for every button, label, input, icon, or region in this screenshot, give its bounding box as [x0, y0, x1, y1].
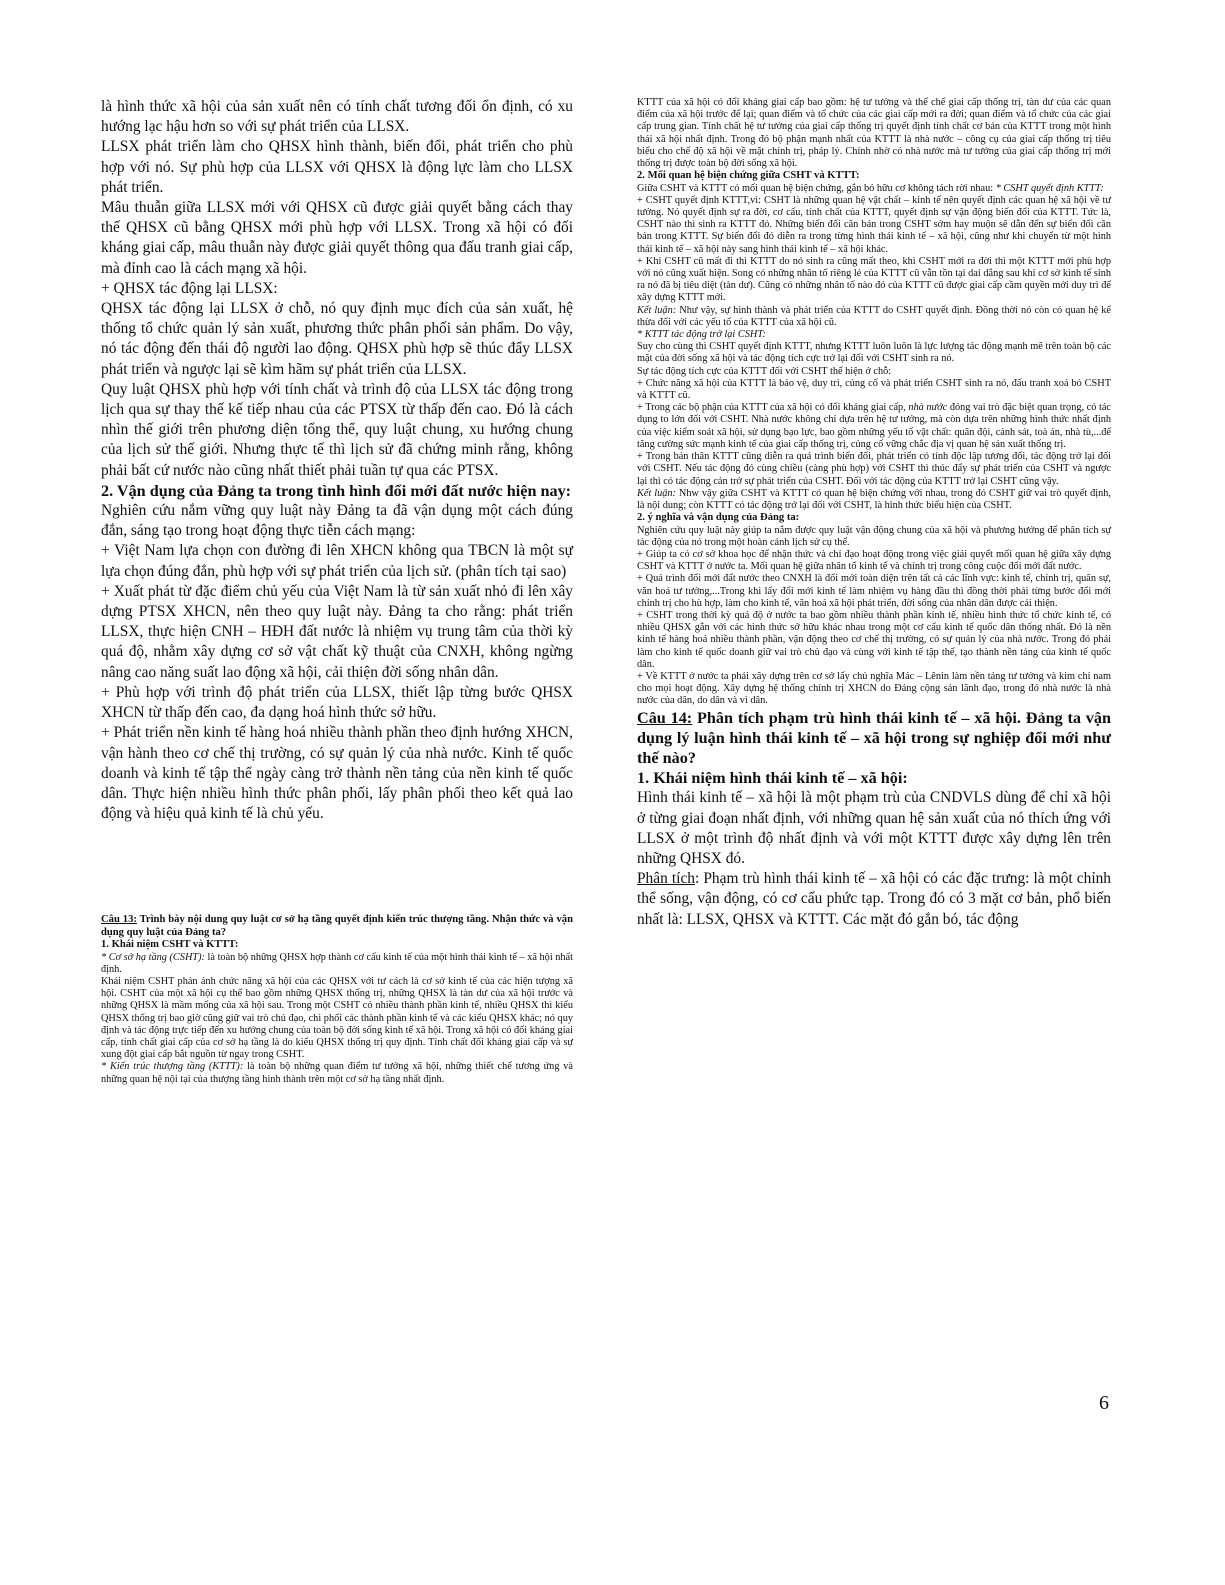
subheading: * CSHT quyết định KTTT: [995, 182, 1104, 194]
paragraph: KTTT của xã hội có đối kháng giai cấp bao gồm: hệ tư tưởng và thể chế giai cấp thống trị, tàn dư của các quan điểm của xã hội trước để lại; quan điểm và tổ chức của các giai cấp mới ra đời; quan điểm và tổ chức của các giai cấp trung gian. Tính chất hệ tư tưởng của giai cấp thống trị quyết định tính chất cơ bản của KTTT trong một hình thái xã hội nhất định. Trong đó bộ phận mạnh nhất của KTTT là nhà nước – công cụ của giai cấp thống trị tiêu biểu cho chế độ xã hội về mặt chính trị, pháp lý. Chính nhờ có nhà nước mà tư tưởng của giai cấp thống trị mới thống trị được toàn bộ đời sống xã hội. [637, 97, 1111, 170]
term: * Cơ sở hạ tầng (CSHT): [101, 951, 205, 963]
paragraph: Giữa CSHT và KTTT có mối quan hệ biện chứng, gắn bó hữu cơ không tách rời nhau: * CSHT quyết định KTTT: [637, 182, 1104, 194]
paragraph: Suy cho cùng thì CSHT quyết định KTTT, nhưng KTTT luôn luôn là lực lượng tác động mạnh mẽ trên toàn bộ các mặt của đời sống xã hội và tác động tích cực trở lại đối với CSHT sinh ra nó. [637, 341, 1111, 365]
paragraph: Quy luật QHSX phù hợp với tính chất và trình độ của LLSX tác động trong lịch qua sự thay thế kế tiếp nhau của các PTSX từ thấp đến cao. Đó là cách nhìn thế giới trên phương diện tổng thể, quy luật chung, xu hướng chung của lịch sử thế giới. Nhưng thực tế thì lịch sử đã chứng minh rằng, không phải bất cứ nước nào cũng nhất thiết phải tuần tự qua các PTSX. [101, 380, 573, 479]
subsection-heading: 1. Khái niệm hình thái kinh tế – xã hội: [637, 769, 908, 788]
paragraph: + QHSX tác động lại LLSX: [101, 279, 278, 297]
paragraph: Kết luận: Như vậy, sự hình thành và phát triển của KTTT do CSHT quyết định. Đồng thời nó còn có quan hệ kế thừa đối với các yếu tố của KTTT của xã hội cũ. [637, 304, 1111, 328]
conclusion-label: Kết luận: [637, 304, 677, 316]
spacer [101, 824, 573, 914]
page-number: 6 [1099, 1392, 1109, 1414]
question-label: Câu 14: [637, 708, 693, 727]
definition-csht: * Cơ sở hạ tầng (CSHT): là toàn bộ những QHSX hợp thành cơ cấu kinh tế của một hình thái kinh tế – xã hội nhất định. [101, 951, 573, 975]
paragraph: Sự tác động tích cực của KTTT đối với CSHT thể hiện ở chỗ: [637, 365, 892, 377]
section-heading: 2. Mối quan hệ biện chứng giữa CSHT và KTTT: [637, 170, 860, 182]
paragraph: + Khi CSHT cũ mất đi thì KTTT do nó sinh ra cũng mất theo, khi CSHT mới ra đời thì một KTTT mới phù hợp với nó cũng xuất hiện. Song có những nhân tố riêng lẻ của KTTT cũ vẫn tồn tại dai dẳng sau khi cơ sở kinh tế sinh ra nó đã bị tiêu diệt (tàn dư). Cũng có những nhân tố nào đó của KTTT cũ được giai cấp cầm quyền mới duy trì để xây dựng KTTT mới. [637, 255, 1111, 304]
paragraph: LLSX phát triển làm cho QHSX hình thành, biến đổi, phát triển cho phù hợp với nó. Sự phù hợp của LLSX với QHSX là động lực làm cho LLSX phát triển. [101, 138, 573, 196]
paragraph: + Trong các bộ phận của KTTT của xã hội có đối kháng giai cấp, nhà nước đóng vai trò đặc biệt quan trọng, có tác dụng to lớn đối với CSHT. Nhà nước không chỉ dựa trên hệ tư tưởng, mà còn dựa trên những hình thức nhất định của việc kiểm soát xã hội, sử dụng bạo lực, bao gồm những yếu tố vật chất: quân đội, cảnh sát, toà án, nhà tù,...để tăng cường sức mạnh kinh tế của giai cấp thống trị, củng cố vững chắc địa vị quan hệ sản xuất thống trị. [637, 402, 1111, 450]
paragraph: Mâu thuẫn giữa LLSX mới với QHSX cũ được giải quyết bằng cách thay thế QHSX cũ bằng QHSX mới phù hợp với LLSX. Trong xã hội có đối kháng giai cấp, mâu thuẫn này được giải quyết thông qua đấu tranh giai cấp, mà đỉnh cao là cách mạng xã hội. [101, 199, 573, 277]
paragraph: Hình thái kinh tế – xã hội là một phạm trù của CNDVLS dùng để chỉ xã hội ở từng giai đoạn nhất định, với những quan hệ sản xuất của nó thích ứng với LLSX ở một trình độ nhất định và với một KTTT được xây dựng lên trên những QHSX đó. [637, 789, 1111, 867]
paragraph: + Quá trình đổi mới đất nước theo CNXH là đổi mới toàn diện trên tất cả các lĩnh vực: kinh tế, chính trị, quân sự, văn hoá tư tưởng,...Trong khi lấy đổi mới kinh tế làm nhiệm vụ hàng đầu thì đồng thời phải từng bước đổi mới chính trị cho hù hợp, làm cho kinh tế, văn hoá xã hội phát triển, đời sống của nhân dân được cải thiện. [637, 573, 1111, 609]
paragraph: + CSHT trong thời kỳ quá độ ở nước ta bao gồm nhiều thành phần kinh tế, nhiều hình thức tổ chức kinh tế, có nhiều QHSX gắn với các hình thức sở hữu khác nhau trong một cơ cấu kinh tế quốc dân thống nhất. Đó là nền kinh tế hàng hoá nhiều thành phần, vận động theo cơ chế thị trường, có sự quản lý của nhà nước. Trong đó phải làm cho kinh tế quốc doanh giữ vai trò chủ đạo và cùng với kinh tế tập thể, tạo thành nền tảng của kinh tế quốc dân. [637, 609, 1111, 670]
paragraph: + CSHT quyết định KTTT,vì: CSHT là những quan hệ vật chất – kinh tế nên quyết định các quan hệ xã hội về tư tưởng. Nó quyết định sự ra đời, cơ cấu, tính chất của KTTT, quyết định sự vận động biến đổi của KTTT. Tức là, CSHT nào thì sinh ra KTTT đó. Những biến đổi căn bản trong CSHT sớm hay muộn sẽ dẫn đến sự biến đổi căn bản trong KTTT. Sự biến đổi đó diễn ra trong từng hình thái kinh tế – xã hội, cũng như khi chuyển từ một hình thái kinh tế – xã hội này sang hình thái kinh tế – xã hội khác. [637, 194, 1111, 255]
paragraph: + Phù hợp với trình độ phát triển của LLSX, thiết lập từng bước QHSX XHCN từ thấp đến cao, đa dạng hoá hình thức sở hữu. [101, 683, 573, 722]
paragraph: Phân tích: Phạm trù hình thái kinh tế – xã hội có các đặc trưng: là một chỉnh thể sống, vận động, có cơ cấu phức tạp. Trong đó có 3 mặt cơ bản, phổ biến nhất là: LLSX, QHSX và KTTT. Các mặt đó gắn bó, tác động [637, 870, 1111, 928]
subheading: * KTTT tác động trở lại CSHT: [637, 329, 766, 341]
question-14-heading [637, 708, 1111, 769]
paragraph: Khái niệm CSHT phản ánh chức năng xã hội của các QHSX với tư cách là cơ sở kinh tế của các hiện tượng xã hội. CSHT của một xã hội cụ thể bao gồm những QHSX thống trị, những QHSX là tàn dư của xã hội trước và những QHSX là mầm mống của xã hội sau. Trong một CSHT có nhiều thành phần kinh tế, nhiều QHSX thì kiểu QHSX thống trị bao giờ cũng giữ vai trò chủ đạo, chi phối các thành phần kinh tế và các kiểu QHSX khác; nó quy định và tác động trực tiếp đến xu hướng chung của toàn bộ đời sống kinh tế xã hội. Trong xã hội có đối kháng giai cấp, tính chất giai cấp của cơ sở hạ tầng là do kiểu QHSX thống trị quy định. Tính chất đối kháng giai cấp và sự xung đột giai cấp bắt nguồn từ ngay trong CSHT. [101, 975, 573, 1061]
term: * Kiến trúc thượng tầng (KTTT): [101, 1061, 244, 1073]
question-13-heading [101, 914, 573, 939]
section-heading: 2. ý nghĩa và vận dụng của Đảng ta: [637, 512, 800, 524]
section-heading: 2. Vận dụng của Đảng ta trong tình hình đổi mới đất nước hiện nay: [101, 481, 572, 500]
paragraph: Nghiên cứu nắm vững quy luật này Đảng ta đã vận dụng một cách đúng đắn, sáng tạo trong hoạt động thực tiễn cách mạng: [101, 502, 573, 540]
paragraph: + Việt Nam lựa chọn con đường đi lên XHCN không qua TBCN là một sự lựa chọn đúng đắn, phù hợp với sự phát triển của lịch sử. (phân tích tại sao) [101, 542, 573, 580]
paragraph: + Phát triển nền kinh tế hàng hoá nhiều thành phần theo định hướng XHCN, vận hành theo cơ chế thị trường, có sự quản lý của nhà nước. Kinh tế quốc doanh và kinh tế tập thể ngày càng trở thành nền tảng của nền kinh tế quốc dân. Thực hiện nhiều hình thức phân phối, lấy phân phối theo kết quả lao động và hiệu quả kinh tế là chủ yếu. [101, 724, 573, 823]
conclusion-label: Kết luận: [637, 487, 676, 499]
question-label: Câu 13: [101, 914, 137, 926]
paragraph: + Trong bản thân KTTT cũng diễn ra quá trình biến đổi, phát triển có tính độc lập tương đối, tác động trở lại đối với CSHT. Nếu tác động đó cùng chiều (càng phù hợp) với CSHT thì thúc đẩy sự phát triển của CSHT và ngược lại thì có tác động cản trở sự phát triển của CSHT. Đối với tác động của KTTT trở lại CSHT cũng vậy. [637, 451, 1111, 487]
paragraph: Kết luận: Nhw vậy giữa CSHT và KTTT có quan hệ biện chứng với nhau, trong đó CSHT giữ vai trò quyết định, là nội dung; còn KTTT có tác động trở lại đối với CSHT, là hình thức biểu hiện của CSHT. [637, 487, 1112, 511]
paragraph: là hình thức xã hội của sản xuất nên có tính chất tương đối ổn định, có xu hướng lạc hậu hơn so với sự phát triển của LLSX. [101, 98, 573, 136]
question-title: Phân tích phạm trù hình thái kinh tế – xã hội. Đảng ta vận dụng lý luận hình thái kinh tế – xã hội trong sự nghiệp đổi mới như thế nào? [637, 708, 1111, 767]
subsection-heading: 1. Khái niệm CSHT và KTTT: [101, 939, 239, 951]
paragraph: Nghiên cứu quy luật này giúp ta nắm được quy luật vận động chung của xã hội và phương hướng để phân tích sự tác động của nó trong một hoàn cảnh lịch sử cụ thể. [637, 524, 1111, 548]
left-column [101, 97, 573, 1086]
paragraph: + Về KTTT ở nước ta phải xây dựng trên cơ sở lấy chủ nghĩa Mác – Lênin làm nền tảng tư tưởng và kim chỉ nam cho mọi hoạt động. Xây dựng hệ thống chính trị XHCN do Đảng cộng sản lãnh đạo, trong đó nhà nước là nhà nước của dân, do dân và vì dân. [637, 670, 1111, 707]
right-column [637, 97, 1111, 930]
definition-kttt: * Kiến trúc thượng tầng (KTTT): là toàn bộ những quan điểm tư tưởng xã hội, những thiết chế tương ứng và những quan hệ nội tại của thượng tầng hình thành trên một cơ sở hạ tầng nhất định. [101, 1061, 573, 1085]
paragraph: + Xuất phát từ đặc điểm chủ yếu của Việt Nam là từ sản xuất nhỏ đi lên xây dựng PTSX XHCN, nên theo quy luật này. Đảng ta cho rằng: phát triển LLSX, thực hiện CNH – HĐH đất nước là nhiệm vụ trung tâm của thời kỳ quá độ, nhằm xây dựng cơ sở vật chất kỹ thuật của CNXH, không ngừng nâng cao năng suất lao động xã hội, cải thiện đời sống nhân dân. [101, 582, 573, 681]
paragraph: + Chức năng xã hội của KTTT là bảo vệ, duy trì, củng cố và phát triển CSHT sinh ra nó, đấu tranh xoá bỏ CSHT và KTTT cũ. [637, 377, 1111, 402]
question-title: Trình bày nội dung quy luật cơ sở hạ tầng quyết định kiến trúc thượng tầng. Nhận thức và vận dụng quy luật của Đảng ta? [101, 914, 573, 938]
paragraph: + Giúp ta có cơ sở khoa học để nhận thức và chỉ đạo hoạt động trong việc giải quyết mối quan hệ giữa xây dựng CSHT và KTTT ở nước ta. Mối quan hệ giữa nhân tố kinh tế và chính trị trong công cuộc đổi mới đất nước. [637, 548, 1111, 573]
paragraph: QHSX tác động lại LLSX ở chỗ, nó quy định mục đích của sản xuất, hệ thống tổ chức quản lý sản xuất, phương thức phân phối sản phẩm. Do vậy, nó tác động đến thái độ người lao động. QHSX phù hợp sẽ thúc đẩy LLSX phát triển và ngược lại sẽ kìm hãm sự phát triển của LLSX. [101, 300, 573, 378]
